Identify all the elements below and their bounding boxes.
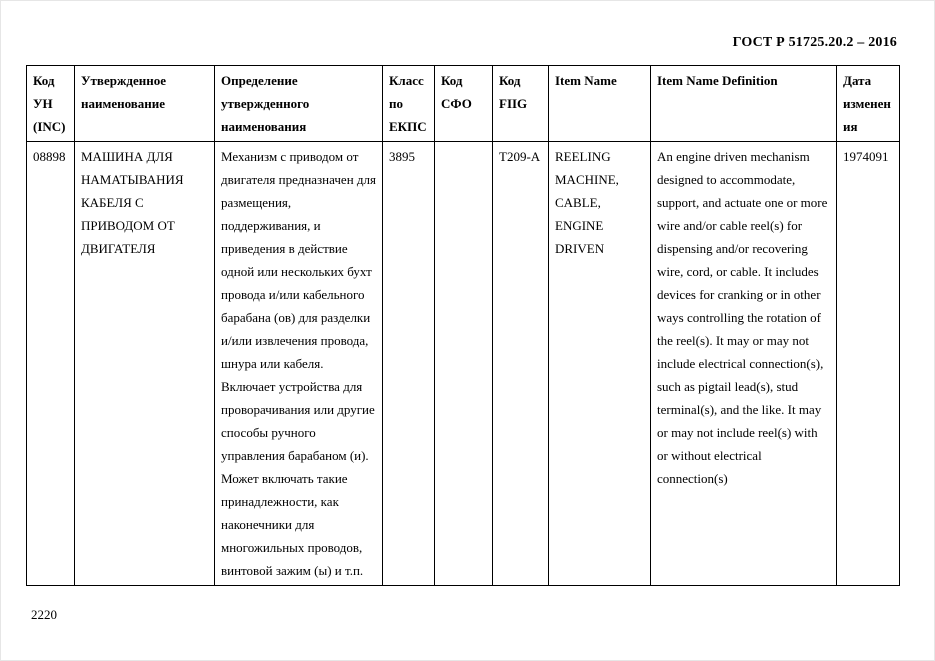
header-inc-code: Код УН (INC) (27, 66, 75, 142)
header-ekps-class: Класс по ЕКПС (383, 66, 435, 142)
cell-sfo-code (435, 142, 493, 586)
table-header-row (27, 66, 900, 142)
header-item-name: Item Name (549, 66, 651, 142)
classification-table (26, 65, 900, 586)
cell-approved-name: МАШИНА ДЛЯ НАМАТЫВАНИЯ КАБЕЛЯ С ПРИВОДОМ ОТ ДВИГАТЕЛЯ (75, 142, 215, 586)
cell-definition: Механизм с приводом от двигателя предназначен для размещения, поддерживания, и приведения в действие одной или нескольких бухт провода и/или кабельного барабана (ов) для разделки и/или извлечения провода, шнура или кабеля. Включает устройства для проворачивания или другие способы ручного управления барабаном (и). Может включать такие принадлежности, как наконечники для многожильных проводов, винтовой зажим (ы) и т.п. (215, 142, 383, 586)
cell-ekps-class: 3895 (383, 142, 435, 586)
header-definition: Определение утвержденного наименования (215, 66, 383, 142)
header-approved-name: Утвержденное наименование (75, 66, 215, 142)
header-sfo-code: Код СФО (435, 66, 493, 142)
cell-inc-code: 08898 (27, 142, 75, 586)
page-number: 2220 (31, 607, 57, 622)
cell-fiig-code: T209-A (493, 142, 549, 586)
header-change-date: Дата изменения (837, 66, 900, 142)
cell-item-name-definition: An engine driven mechanism designed to accommodate, support, and actuate one or more wire and/or cable reel(s) for dispensing and/or recovering wire, cord, or cable. It includes devices for cranking or in other ways controlling the rotation of the reel(s). It may or may not include electrical connection(s), such as pigtail lead(s), stud terminal(s), and the like. It may or may not include reel(s) with or without electrical connection(s) (651, 142, 837, 586)
document-standard-header: ГОСТ Р 51725.20.2 – 2016 (732, 35, 897, 50)
header-fiig-code: Код FIIG (493, 66, 549, 142)
table-row (27, 142, 900, 586)
header-item-name-definition: Item Name Definition (651, 66, 837, 142)
cell-item-name: REELING MACHINE, CABLE, ENGINE DRIVEN (549, 142, 651, 586)
cell-change-date: 1974091 (837, 142, 900, 586)
